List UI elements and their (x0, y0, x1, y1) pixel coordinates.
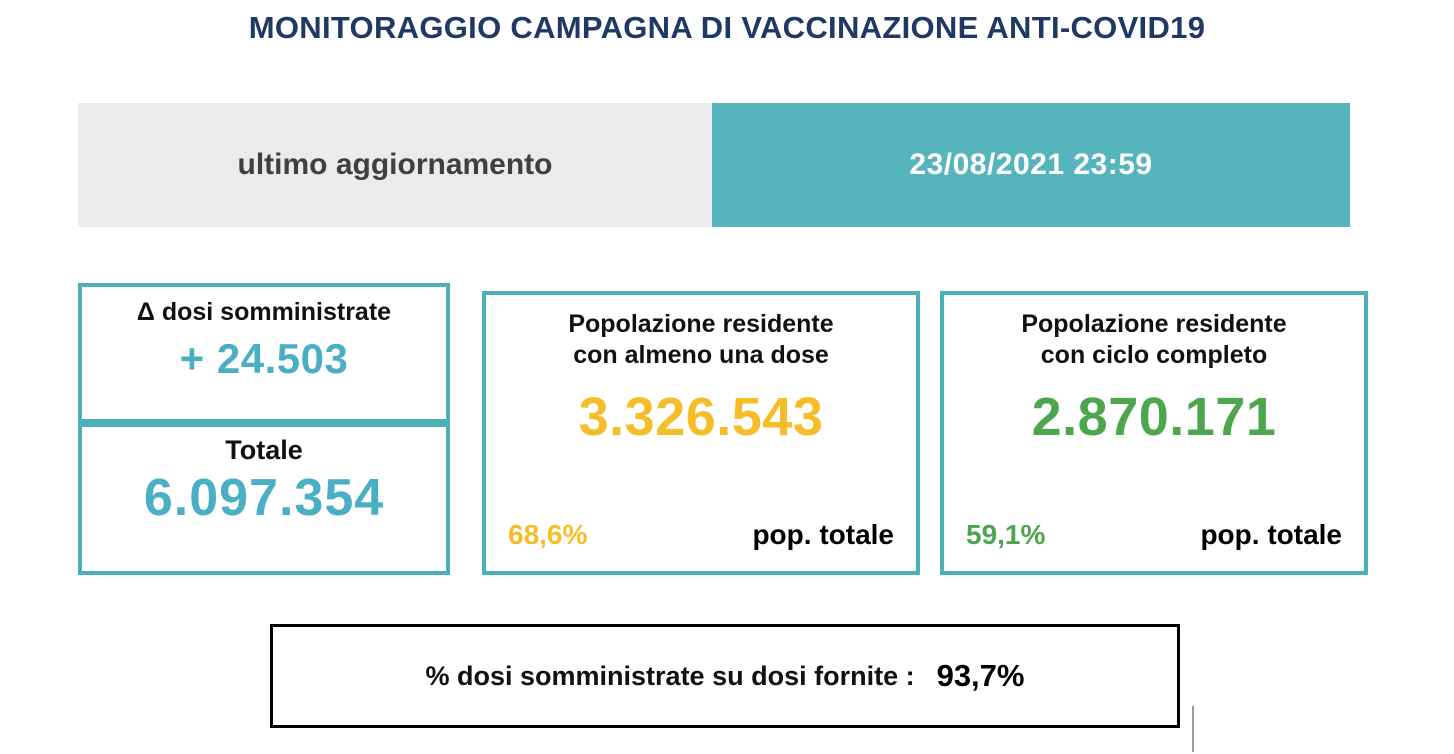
card-full-cycle-percent-of: pop. totale (1200, 519, 1342, 550)
card-full-cycle-label-line1: Popolazione residente (1021, 310, 1287, 338)
card-delta-doses-label: Δ dosi somministrate (136, 298, 392, 326)
page-edge-marker (1192, 706, 1194, 752)
card-one-dose-percent-of: pop. totale (752, 519, 894, 550)
doses-administered-ratio-label: % dosi somministrate su dosi fornite : (425, 660, 915, 691)
card-full-cycle-footer (944, 519, 1364, 571)
last-update-label: ultimo aggiornamento (78, 103, 712, 227)
card-total-doses (78, 423, 450, 575)
card-delta-doses-value: + 24.503 (179, 334, 349, 382)
last-update-value: 23/08/2021 23:59 (712, 103, 1350, 227)
page-title: MONITORAGGIO CAMPAGNA DI VACCINAZIONE ANTI-COVID19 (248, 10, 1206, 45)
doses-administered-ratio-value: 93,7% (936, 658, 1025, 693)
card-one-dose-percent: 68,6% (508, 519, 588, 550)
card-full-cycle-percent: 59,1% (966, 519, 1046, 550)
doses-administered-ratio-box (270, 624, 1180, 728)
card-full-cycle-label-line2: con ciclo completo (1040, 341, 1268, 370)
card-one-dose-label-line1: Popolazione residente (568, 310, 834, 338)
card-one-dose-value: 3.326.543 (578, 386, 824, 447)
card-one-dose-footer (486, 519, 916, 571)
card-total-doses-label: Totale (225, 435, 303, 465)
metrics-cards-row (78, 283, 1368, 578)
card-full-cycle-value: 2.870.171 (1031, 386, 1277, 447)
card-population-one-dose (482, 291, 920, 575)
card-one-dose-label-line2: con almeno una dose (573, 341, 829, 370)
card-total-doses-value: 6.097.354 (143, 469, 385, 527)
last-update-bar (78, 103, 1350, 227)
card-population-full-cycle (940, 291, 1368, 575)
card-delta-doses (78, 283, 450, 423)
